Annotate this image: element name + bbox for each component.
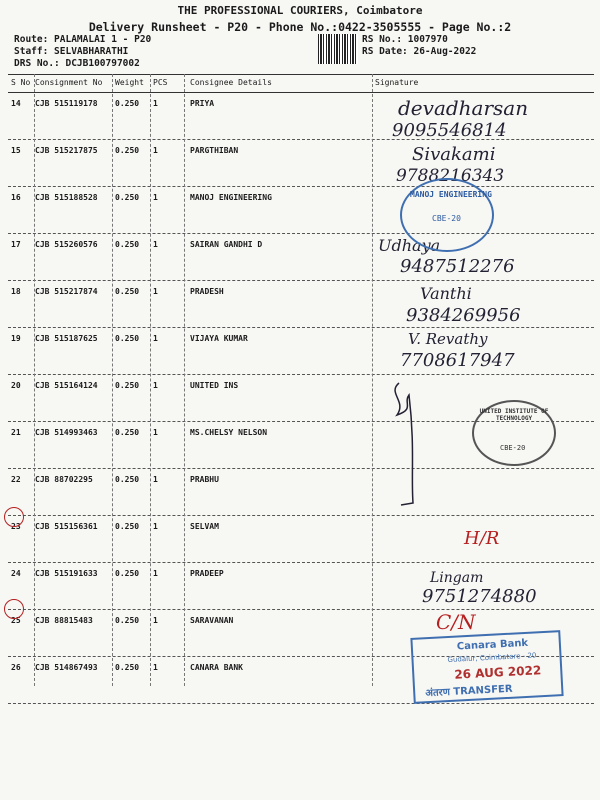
signature-text: C/N: [436, 610, 476, 634]
col-divider: [184, 74, 185, 686]
signature-text: Sivakami: [412, 144, 496, 165]
table-row: [8, 140, 594, 187]
col-divider: [372, 74, 373, 686]
row-weight: 0.250: [115, 428, 140, 437]
col-sno: S No: [11, 78, 31, 87]
stamp-text: MANOJ ENGINEERING: [410, 190, 492, 199]
row-pcs: 1: [153, 616, 158, 625]
row-details: MANOJ ENGINEERING: [190, 193, 272, 202]
row-consignment: CJB 515217874: [35, 287, 98, 296]
bank-date: 26 AUG 2022: [453, 663, 542, 682]
row-pcs: 1: [153, 428, 158, 437]
route-label: Route: PALAMALAI 1 - P20: [14, 34, 152, 45]
row-sno: 26: [11, 663, 21, 672]
col-details: Consignee Details: [190, 78, 272, 87]
drs-label: DRS No.: DCJB100797002: [14, 58, 140, 69]
row-weight: 0.250: [115, 240, 140, 249]
row-sno: 15: [11, 146, 21, 155]
row-consignment: CJB 88815483: [35, 616, 93, 625]
signature-text: 9487512276: [400, 256, 515, 277]
row-pcs: 1: [153, 240, 158, 249]
row-pcs: 1: [153, 334, 158, 343]
row-details: SAIRAN GANDHI D: [190, 240, 263, 249]
row-consignment: CJB 514993463: [35, 428, 98, 437]
barcode: [318, 34, 358, 64]
row-sno: 18: [11, 287, 21, 296]
company-title: THE PROFESSIONAL COURIERS, Coimbatore: [177, 4, 423, 17]
row-weight: 0.250: [115, 616, 140, 625]
row-consignment: CJB 515187625: [35, 334, 98, 343]
row-sno: 21: [11, 428, 21, 437]
row-weight: 0.250: [115, 334, 140, 343]
col-signature: Signature: [375, 78, 419, 87]
row-sno: 24: [11, 569, 21, 578]
row-sno: 25: [11, 616, 21, 625]
row-weight: 0.250: [115, 287, 140, 296]
rs-number: RS No.: 1007970: [362, 34, 448, 45]
row-pcs: 1: [153, 569, 158, 578]
runsheet-subtitle: Delivery Runsheet - P20 - Phone No.:0422-3505555 - Page No.:2: [88, 20, 512, 34]
circle-mark-23: [4, 507, 24, 527]
table-row: [8, 469, 594, 516]
row-pcs: 1: [153, 663, 158, 672]
rs-info: [362, 34, 476, 58]
stamp-text: UNITED INSTITUTE OF TECHNOLOGY: [479, 408, 549, 422]
signature-text: V. Revathy: [408, 330, 488, 348]
row-details: VIJAYA KUMAR: [190, 334, 248, 343]
signature-text: H/R: [464, 528, 500, 549]
route-info: [14, 34, 151, 70]
row-pcs: 1: [153, 475, 158, 484]
row-details: UNITED INS: [190, 381, 239, 390]
row-details: PRADESH: [190, 287, 224, 296]
row-weight: 0.250: [115, 522, 140, 531]
row-details: PARGTHIBAN: [190, 146, 239, 155]
bank-title: Canara Bank: [456, 637, 529, 653]
row-pcs: 1: [153, 522, 158, 531]
canara-bank-stamp: [410, 630, 563, 704]
row-weight: 0.250: [115, 99, 140, 108]
table-row: [8, 516, 594, 563]
table-row: [8, 187, 594, 234]
col-divider: [112, 74, 113, 686]
row-sno: 22: [11, 475, 21, 484]
manoj-engineering-stamp: [400, 178, 494, 252]
row-weight: 0.250: [115, 569, 140, 578]
row-consignment: CJB 515217875: [35, 146, 98, 155]
row-consignment: CJB 515260576: [35, 240, 98, 249]
row-weight: 0.250: [115, 381, 140, 390]
row-weight: 0.250: [115, 146, 140, 155]
signature-text: 9095546814: [392, 120, 507, 141]
col-weight: Weight: [115, 78, 144, 87]
row-consignment: CJB 515156361: [35, 522, 98, 531]
row-weight: 0.250: [115, 663, 140, 672]
signature-text: devadharsan: [398, 96, 529, 120]
row-details: SARAVANAN: [190, 616, 234, 625]
signature-text: Vanthi: [420, 284, 472, 303]
row-consignment: CJB 515191633: [35, 569, 98, 578]
row-details: SELVAM: [190, 522, 219, 531]
row-details: PRIYA: [190, 99, 215, 108]
col-divider: [34, 74, 35, 686]
table-body: [8, 93, 594, 704]
signature-text: 9384269956: [406, 305, 521, 326]
row-weight: 0.250: [115, 475, 140, 484]
row-details: PRABHU: [190, 475, 219, 484]
row-sno: 19: [11, 334, 21, 343]
row-consignment: CJB 514867493: [35, 663, 98, 672]
row-details: PRADEEP: [190, 569, 224, 578]
row-consignment: CJB 515119178: [35, 99, 98, 108]
pen-scribble: [385, 375, 435, 510]
signature-text: 9751274880: [422, 586, 537, 607]
signature-text: 9788216343: [396, 166, 505, 186]
row-consignment: CJB 88702295: [35, 475, 93, 484]
row-pcs: 1: [153, 381, 158, 390]
signature-text: 7708617947: [400, 350, 515, 371]
row-pcs: 1: [153, 146, 158, 155]
stamp-sub: CBE-20: [432, 214, 461, 223]
row-sno: 23: [11, 522, 21, 531]
runsheet-table: [8, 74, 594, 704]
circle-mark-25: [4, 599, 24, 619]
signature-text: Udhaya: [378, 236, 441, 255]
rs-date: RS Date: 26-Aug-2022: [362, 46, 477, 57]
row-pcs: 1: [153, 99, 158, 108]
row-sno: 20: [11, 381, 21, 390]
row-weight: 0.250: [115, 193, 140, 202]
signature-text: Lingam: [430, 570, 484, 586]
table-header: [8, 74, 594, 93]
row-sno: 14: [11, 99, 21, 108]
row-details: CANARA BANK: [190, 663, 243, 672]
col-consignment: Consignment No: [35, 78, 103, 87]
col-pcs: PCS: [153, 78, 168, 87]
united-institute-stamp: [472, 400, 556, 466]
col-divider: [150, 74, 151, 686]
row-pcs: 1: [153, 287, 158, 296]
row-pcs: 1: [153, 193, 158, 202]
row-details: MS.CHELSY NELSON: [190, 428, 268, 437]
staff-label: Staff: SELVABHARATHI: [14, 46, 129, 57]
stamp-sub: CBE-20: [500, 444, 526, 452]
row-sno: 17: [11, 240, 21, 249]
row-consignment: CJB 515188528: [35, 193, 98, 202]
bank-branch: Gudalur, Coimbatore - 20: [447, 651, 537, 665]
bank-transfer: अंतरण TRANSFER: [425, 683, 513, 700]
row-sno: 16: [11, 193, 21, 202]
row-consignment: CJB 515164124: [35, 381, 98, 390]
